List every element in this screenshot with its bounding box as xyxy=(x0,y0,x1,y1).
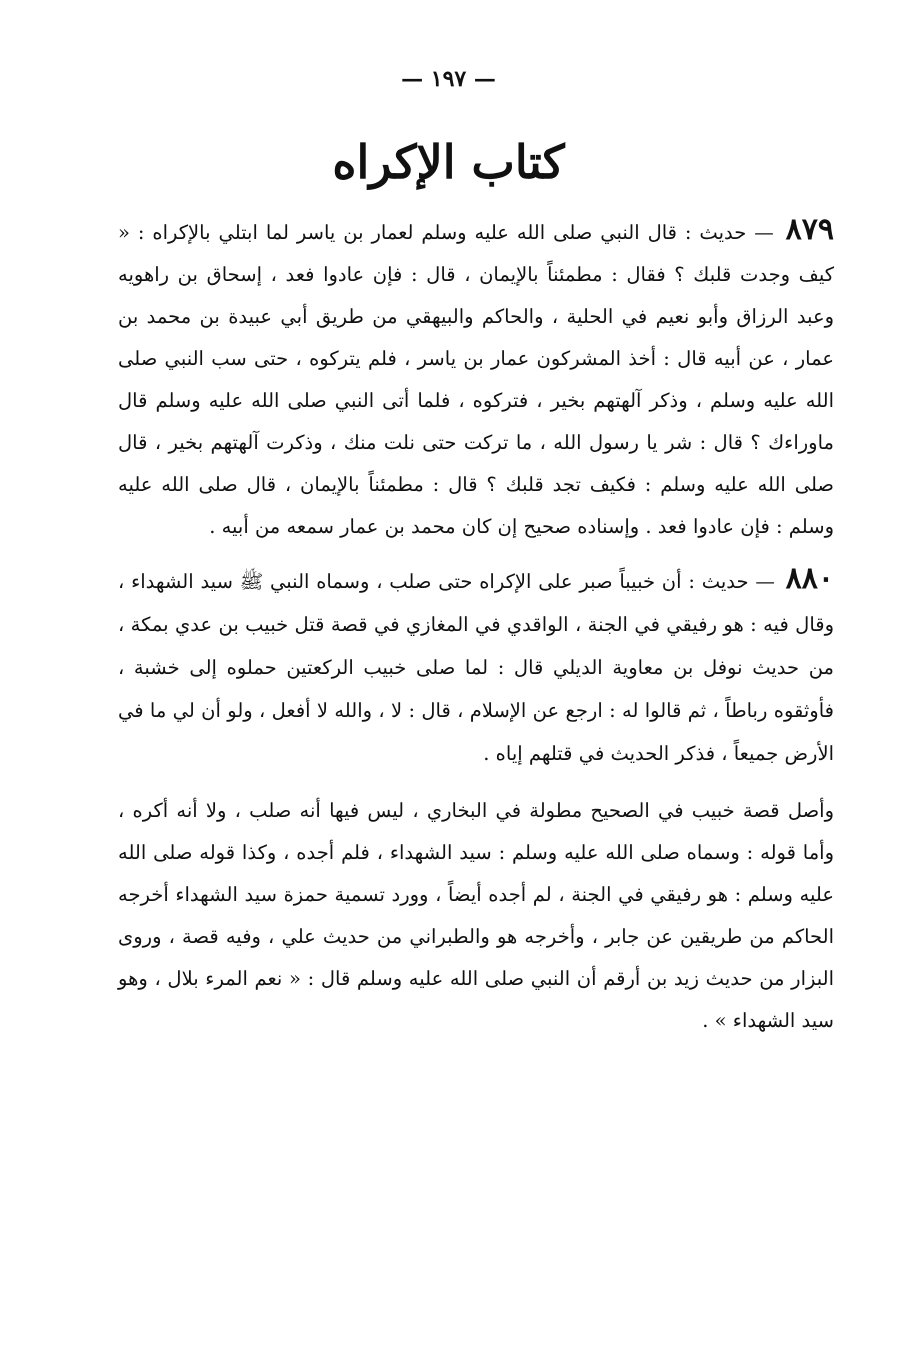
page-number: — ١٩٧ — xyxy=(401,66,496,92)
hadith-879-text: — حديث : قال النبي صلى الله عليه وسلم لعمار بن ياسر لما ابتلي بالإكراه : « كيف وجدت قلبك ؟ فقال : مطمئناً بالإيمان ، قال : فإن عادوا فعد ، إسحاق بن راهويه وعبد الرزاق وأبو نعيم في الحلية ، والحاكم والبيهقي من طريق أبي عبيدة بن محمد بن عمار ، عن أبيه قال : أخذ المشركون عمار بن ياسر ، فلم يتركوه ، حتى سب النبي صلى الله عليه وسلم ، وذكر آلهتهم بخير ، فتركوه ، فلما أتى النبي صلى الله عليه وسلم قال ماوراءك ؟ قال : شر يا رسول الله ، ما تركت حتى نلت منك ، وذكرت آلهتهم بخير ، قال صلى الله عليه وسلم : فكيف تجد قلبك ؟ قال : مطمئناً بالإيمان ، قال صلى الله عليه وسلم : فإن عادوا فعد . وإسناده صحيح إن كان محمد بن عمار سمعه من أبيه . xyxy=(118,221,834,538)
hadith-879-paragraph xyxy=(118,212,834,548)
hadith-879-number: ٨٧٩ xyxy=(785,212,834,247)
hadith-880-number: ٨٨٠ xyxy=(785,561,834,596)
chapter-title: كتاب الإكراه xyxy=(332,135,565,189)
hadith-880-paragraph xyxy=(118,560,834,775)
hadith-879-entry xyxy=(118,212,834,548)
hadith-880-text: — حديث : أن خبيباً صبر على الإكراه حتى صلب ، وسماه النبي ﷺ سيد الشهداء ، وقال فيه : هو رفيقي في الجنة ، الواقدي في المغازي في قصة قتل خبيب بن عدي بمكة ، من حديث نوفل بن معاوية الديلي قال : لما صلى خبيب الركعتين حملوه إلى خشبة ، فأوثقوه رباطاً ، ثم قالوا له : ارجع عن الإسلام ، قال : لا ، والله لا أفعل ، ولو أن لي ما في الأرض جميعاً ، فذكر الحديث في قتلهم إياه . xyxy=(118,570,834,765)
commentary-paragraph: وأصل قصة خبيب في الصحيح مطولة في البخاري ، ليس فيها أنه صلب ، ولا أنه أكره ، وأما قوله : وسماه صلى الله عليه وسلم : سيد الشهداء ، فلم أجده ، وكذا قوله صلى الله عليه وسلم : هو رفيقي في الجنة ، لم أجده أيضاً ، وورد تسمية حمزة سيد الشهداء أخرجه الحاكم من طريقين عن جابر ، وأخرجه هو والطبراني من حديث علي ، وفيه قصة ، وروى البزار من حديث زيد بن أرقم أن النبي صلى الله عليه وسلم قال : « نعم المرء بلال ، وهو سيد الشهداء » . xyxy=(118,799,834,1032)
commentary-entry xyxy=(118,790,834,1042)
hadith-880-entry xyxy=(118,560,834,775)
